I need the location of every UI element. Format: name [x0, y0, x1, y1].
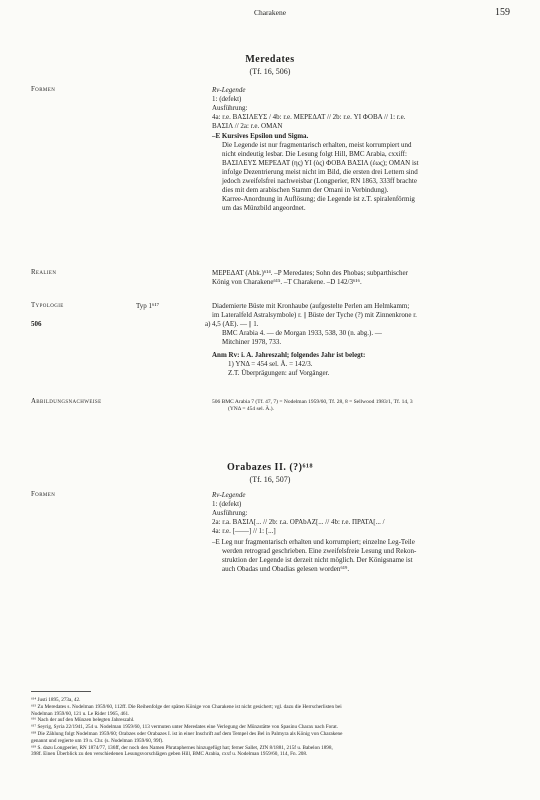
anm-line: Anm Rv: i. A. Jahreszahl; folgendes Jahr ist belegt:	[212, 351, 366, 359]
label-typologie: Typologie	[31, 302, 64, 309]
e-line: um das Münzbild angeordnet.	[222, 204, 306, 212]
formen-line: ΒΑΣΙΛ // 2a: r.e. ΟΜΑΝ	[212, 122, 283, 130]
e-line: Die Legende ist nur fragmentarisch erhalten, meist korrumpiert und	[222, 141, 412, 149]
formen-line: 1: (defekt)	[212, 500, 242, 508]
footnote-rule	[31, 691, 91, 692]
page-number: 159	[495, 7, 510, 18]
formen-block	[212, 86, 512, 213]
formen-line: Ausführung:	[212, 104, 248, 112]
coin-block	[212, 320, 512, 378]
realien-line: König von Charakene⁶¹⁵. –T Charakene. –D 142/3⁶¹⁶.	[212, 278, 362, 286]
formen-line: 4a: r.e. [——] // 1: [...]	[212, 527, 276, 535]
footnote-line: ⁶¹⁹ S. dazu Longperier, RN 1874/77, 136ff, der noch den Namen Phrataphernes hinzugefügt hat; ferner Sallet, ZfN 8/1881, 215f u. Babelon 1898,	[31, 744, 333, 751]
footnote-line: ⁶¹⁵ Zu Meredates s. Nodelman 1959/60, 112ff. Die Reihenfolge der späten Könige von Charakene ist nicht gesichert; vgl. dazu die Herrscherlisten bei	[31, 703, 342, 710]
abb-block	[212, 399, 512, 413]
section-title-meredates: Meredates	[245, 54, 295, 65]
anm-line: 1) ΥΝΔ = 454 sel. Ä. = 142/3.	[228, 360, 313, 368]
e-line: auch Obadas und Obadias gelesen worden⁶¹⁹.	[222, 565, 350, 573]
footnote-line: ⁶¹⁶ Nach der auf den Münzen belegten Jahreszahl.	[31, 717, 135, 724]
running-header: Charakene	[253, 8, 287, 17]
sub-a: a)	[205, 320, 211, 328]
typ-desc-line: im Lateralfeld Astralsymbole) r. || Büste der Tyche (?) mit Zinnenkrone r.	[212, 311, 417, 319]
footnote-line: ⁶¹⁴ Justi 1895, 273a, 42.	[31, 697, 81, 703]
label-abbildungsnachweise: Abbildungsnachweise	[31, 398, 102, 405]
formen-line: 4a: r.e. ΒΑΣΙΛΕΥΣ / 4b: r.e. ΜΕΡΕΔΑΤ // 2b: r.e. ΥΙ ΦΟΒΑ // 1: r.e.	[212, 113, 406, 121]
formen-line: 2a: r.a. ΒΑΣΙΛ[... // 2b: r.a. ΟΡΑbΑΖ[... // 4b: r.e. ΠΡΑΤΑ[... /	[212, 518, 385, 526]
footnote-line: ⁶¹⁷ Seyrig, Syria 22/1941, 254 u. Nodelman 1959/60, 113 vermuten unter Meredates eine Verlegung der Münzstätte von Spasinu Charax nach Forat.	[31, 724, 338, 731]
e-line: nicht eindeutig lesbar. Die Lesung folgt Hill, BMC Arabia, cxxiff:	[222, 150, 407, 158]
coin-number: 506	[31, 320, 42, 328]
label-formen: Formen	[31, 86, 56, 93]
footnote-line: genannt und regierte um 19 n. Chr. (s. Nodelman 1959/60, 99f).	[31, 737, 164, 744]
abb-line: (ΥΝΔ = 454 sel. Ä.).	[228, 406, 274, 412]
typ-desc-line: Diademierte Büste mit Kronhaube (aufgestelte Perlen am Helmkamm;	[212, 302, 410, 310]
e-line: Karree-Anordnung in Auflösung; die Legende ist z.T. spiralenförmig	[222, 195, 415, 203]
label-formen-2: Formen	[31, 491, 56, 498]
formen-line: Ausführung:	[212, 509, 248, 517]
typ-number: Typ 1⁶¹⁷	[136, 302, 160, 310]
e-line: –E Leg nur fragmentarisch erhalten und korrumpiert; einzelne Leg-Teile	[212, 538, 415, 546]
section-subtitle-meredates: (Tf. 16, 506)	[249, 67, 291, 76]
e-line: infolge Dezentrierung meist nicht im Bild, die ersten drei Lettern sind	[222, 168, 418, 176]
coin-line: 4,5 (AE). — || 1.	[212, 320, 259, 328]
anm-line: Z.T. Überprägungen: auf Vorgänger.	[228, 369, 330, 377]
typologie-block	[212, 302, 512, 320]
e-line: dies mit dem arabischen Stamm der Omani in Verbindung).	[222, 186, 389, 194]
section-title-orabazes: Orabazes II. (?)⁶¹⁸	[227, 462, 313, 473]
section-subtitle-orabazes: (Tf. 16, 507)	[249, 475, 291, 484]
formen-block-2	[212, 491, 512, 574]
label-realien: Realien	[31, 269, 57, 276]
e-line: ΒΑΣΙΛΕΥΣ ΜΕΡΕΔΑΤ (ης) ΥΙ (ὸς) ΦΟΒΑ ΒΑΣΙΛ (έως); ΟΜΑΝ ist	[222, 159, 419, 167]
e-line: jedoch zweifelsfrei nachweisbar (Longperier, RN 1863, 333ff brachte	[222, 177, 417, 185]
abb-line: 506 BMC Arabia 7 (Tf. 47, 7) = Nodelman 1959/60, Tf. 28, 8 = Sellwood 1983/1, Tf. 14, 3	[212, 399, 413, 405]
coin-line: Mitchiner 1978, 733.	[222, 338, 282, 346]
footnote-line: 398f. Einen Überblick zu den verschiedenen Lesungsvorschlägen geben Hill, BMC Arabia, cxxf u. Nodelman 1959/60, 114, Fn. 208.	[31, 751, 308, 758]
footnote-line: ⁶¹⁸ Die Zählung folgt Nodelman 1959/60; Orabzes oder Orabazes I. ist in einer Inschrift auf dem Tempel des Bel in Palmyra als König von Charakene	[31, 730, 343, 737]
formen-line: 1: (defekt)	[212, 95, 242, 103]
realien-line: ΜΕΡΕΔΑΤ (Abk.)⁶¹⁴. –P Meredates; Sohn des Phobas; subparthischer	[212, 269, 408, 277]
formen-line: Rv-Legende	[212, 86, 246, 94]
footnotes	[31, 697, 511, 758]
formen-line: Rv-Legende	[212, 491, 246, 499]
e-line: werden retrograd geschrieben. Eine zweifelsfreie Lesung und Rekon-	[222, 547, 417, 555]
e-line: struktion der Legende ist derzeit nicht möglich. Der Königsname ist	[222, 556, 413, 564]
coin-line: BMC Arabia 4. — de Morgan 1933, 538, 30 (n. abg.). —	[222, 329, 382, 337]
e-head: –E Kursives Epsilon und Sigma.	[212, 132, 309, 140]
footnote-line: Nodelman 1959/60, 121 u. Le Rider 1965, 461.	[31, 710, 130, 717]
realien-block	[212, 269, 512, 287]
